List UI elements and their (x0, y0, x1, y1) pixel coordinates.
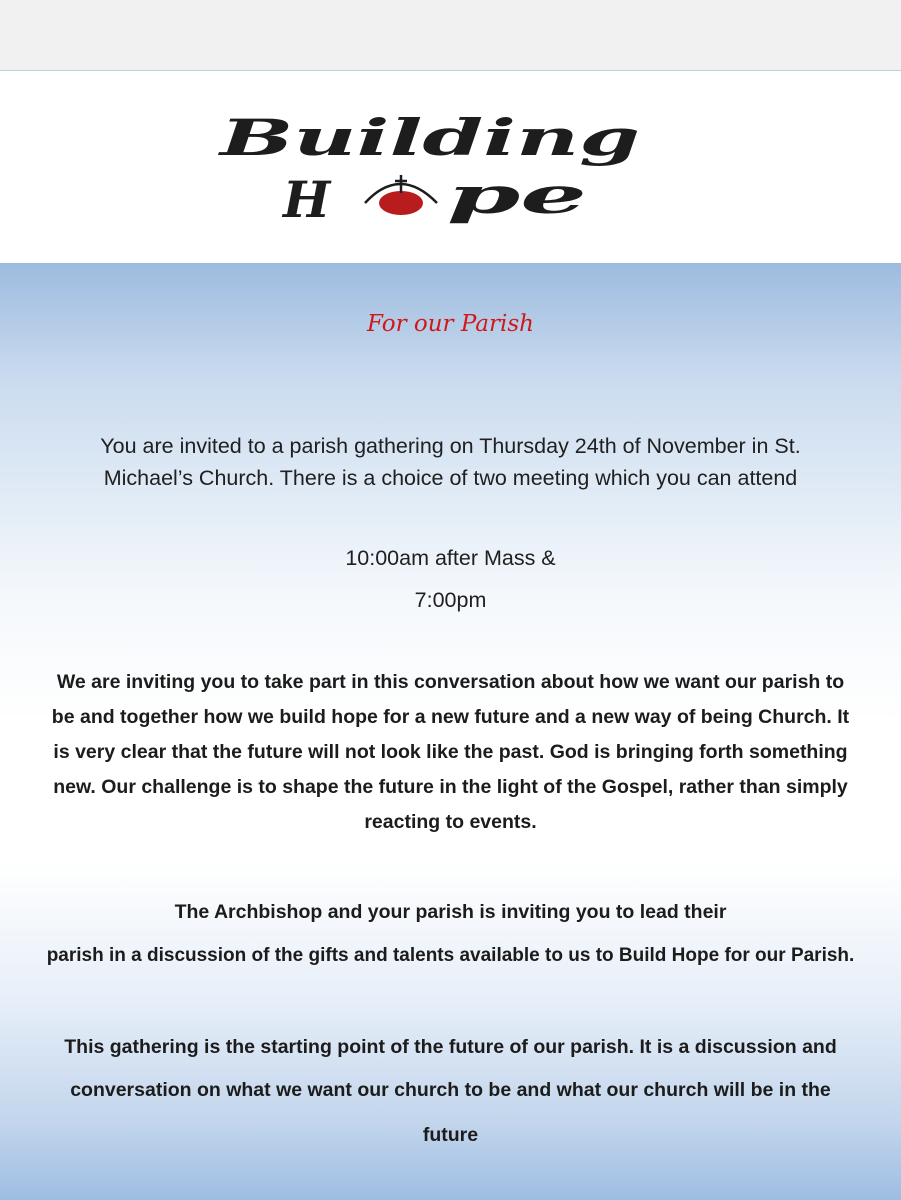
cross-dot-icon (365, 175, 437, 215)
invitation-line-1: You are invited to a parish gathering on Thursday 24th of November in St. (100, 434, 801, 458)
logo-letter-h: H (283, 170, 331, 225)
logo-letters-pe: pe (447, 166, 587, 225)
archbishop-line-2: parish in a discussion of the gifts and talents available to us to Build Hope for our Parish. (46, 945, 855, 966)
building-hope-logo (0, 71, 901, 263)
logo-graphic (215, 105, 665, 225)
flyer-body (0, 263, 901, 1200)
gathering-line-3: future (422, 1124, 479, 1146)
time-first: 10:00am after Mass & (345, 546, 556, 570)
gathering-line-1: This gathering is the starting point of the future of our parish. It is a discussion and (64, 1036, 837, 1058)
conversation-line-4: new. Our challenge is to shape the future in the light of the Gospel, rather than simply (53, 776, 848, 798)
conversation-line-3: is very clear that the future will not look like the past. God is bringing forth something (53, 741, 848, 763)
conversation-line-2: be and together how we build hope for a new future and a new way of being Church. It (51, 706, 850, 728)
top-bar (0, 0, 901, 71)
gathering-line-2: conversation on what we want our church to be and what our church will be in the (70, 1079, 831, 1101)
conversation-line-1: We are inviting you to take part in this conversation about how we want our parish to (56, 671, 845, 693)
invitation-line-2: Michael’s Church. There is a choice of two meeting which you can attend (103, 466, 798, 490)
archbishop-line-1: The Archbishop and your parish is inviting you to lead their (174, 901, 727, 923)
subtitle: For our Parish (367, 311, 534, 337)
conversation-line-5: reacting to events. (364, 811, 537, 833)
time-second: 7:00pm (414, 588, 487, 612)
logo-word-building: Building (216, 108, 640, 167)
